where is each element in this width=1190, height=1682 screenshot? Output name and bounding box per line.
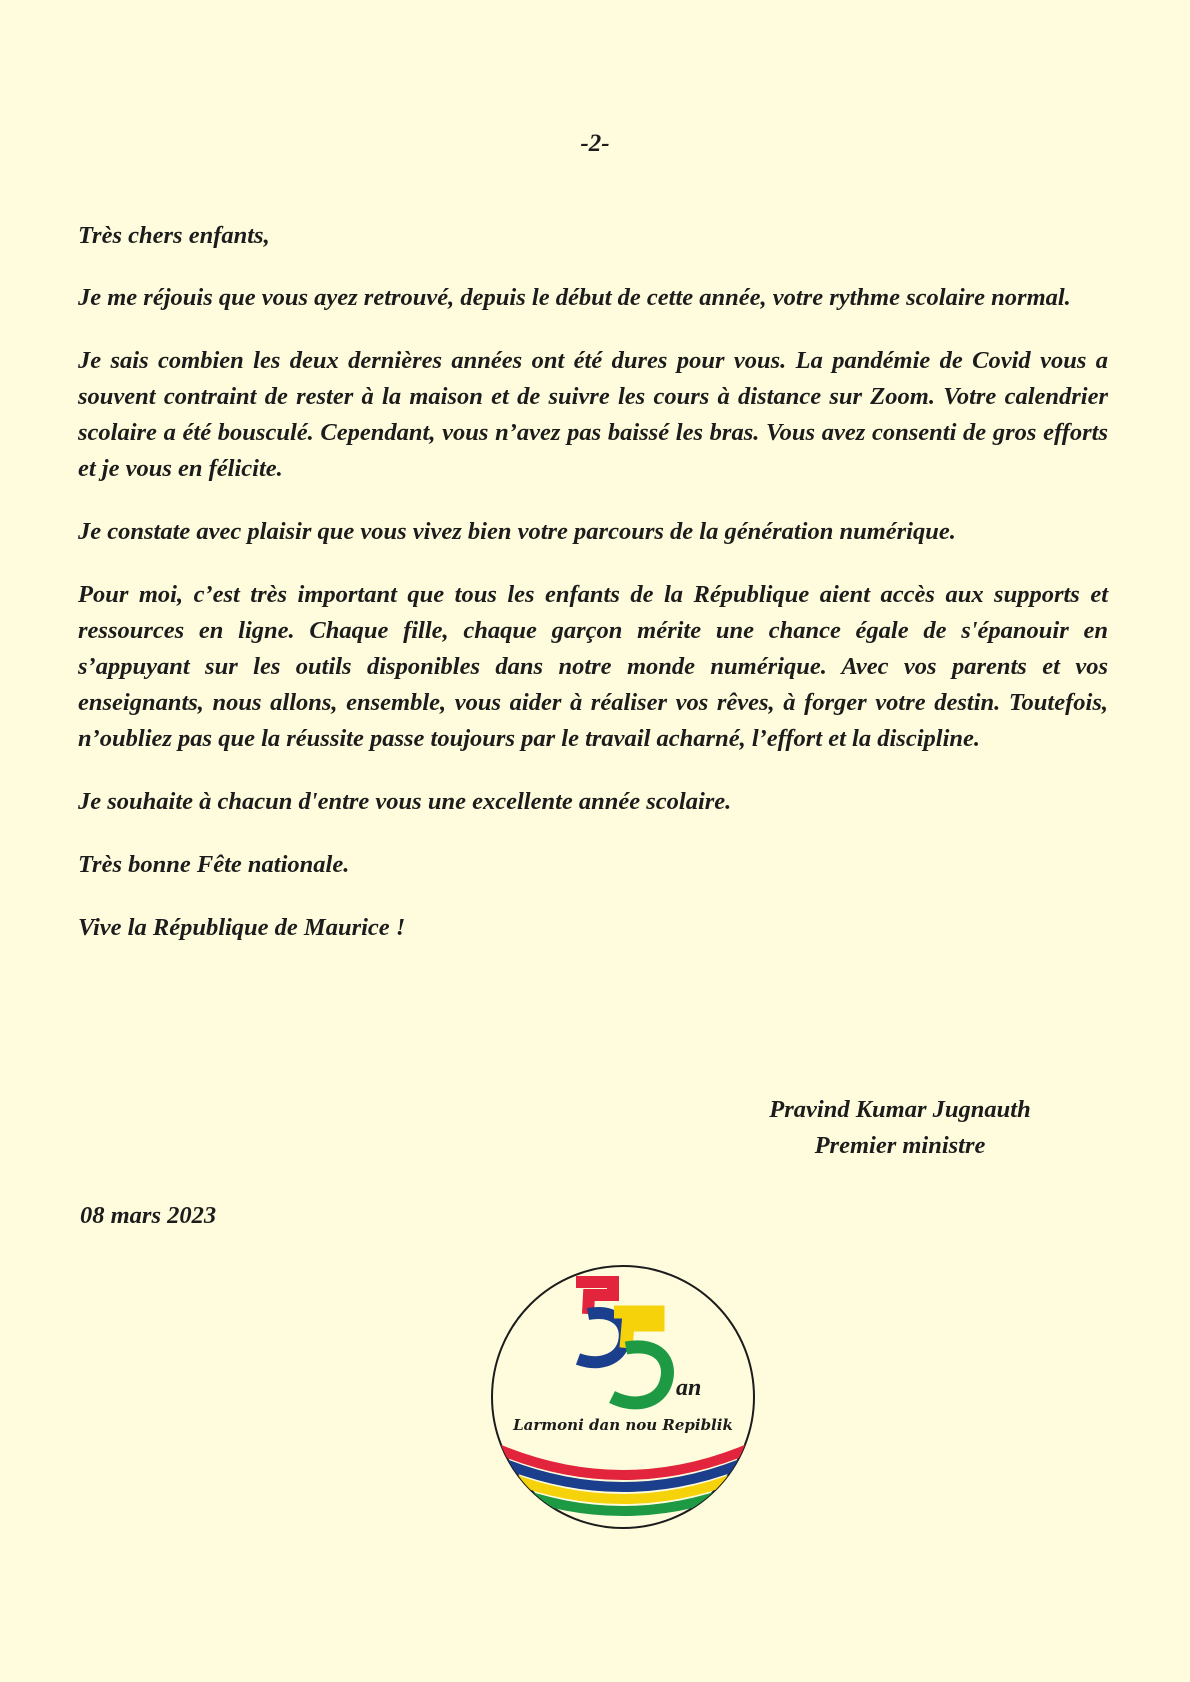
page-number: -2-: [580, 130, 610, 157]
anniversary-logo: [488, 1262, 758, 1532]
paragraph-2: Je sais combien les deux dernières années ont été dures pour vous. La pandémie de Covid vous a souvent contraint de rester à la maison et de suivre les cours à distance sur Zoom. Votre calendrier scolaire a été bousculé. Cependant, vous n’avez pas baissé les bras. Vous avez consenti de gros efforts et je vous en félicite.: [78, 347, 1108, 482]
letter-date: 08 mars 2023: [80, 1202, 217, 1229]
paragraph-1: Je me réjouis que vous ayez retrouvé, depuis le début de cette année, votre rythme scolaire normal.: [78, 284, 1071, 311]
closing-line-1: Très bonne Fête nationale.: [78, 851, 350, 878]
logo-motto: Larmoni dan nou Repiblik: [513, 1416, 733, 1434]
signatory-name: Pravind Kumar Jugnauth: [769, 1096, 1031, 1123]
paragraph-5: Je souhaite à chacun d'entre vous une excellente année scolaire.: [78, 788, 732, 815]
paragraph-4: Pour moi, c’est très important que tous les enfants de la République aient accès aux supports et ressources en ligne. Chaque fille, chaque garçon mérite une chance égale de s'épanouir en s’appuyant sur les outils disponibles dans notre monde numérique. Avec vos parents et vos enseignants, nous allons, ensemble, vous aider à réaliser vos rêves, à forger votre destin. Toutefois, n’oubliez pas que la réussite passe toujours par le travail acharné, l’effort et la discipline.: [78, 581, 1108, 752]
logo-suffix: an: [676, 1375, 702, 1401]
closing-line-2: Vive la République de Maurice !: [78, 914, 406, 941]
salutation: Très chers enfants,: [78, 222, 270, 249]
anniversary-logo-graphic: [488, 1262, 758, 1532]
signature-block: [740, 1092, 1060, 1164]
paragraph-3: Je constate avec plaisir que vous vivez bien votre parcours de la génération numérique.: [78, 518, 956, 545]
letter-body: [78, 218, 1108, 973]
signatory-title: Premier ministre: [814, 1132, 986, 1159]
